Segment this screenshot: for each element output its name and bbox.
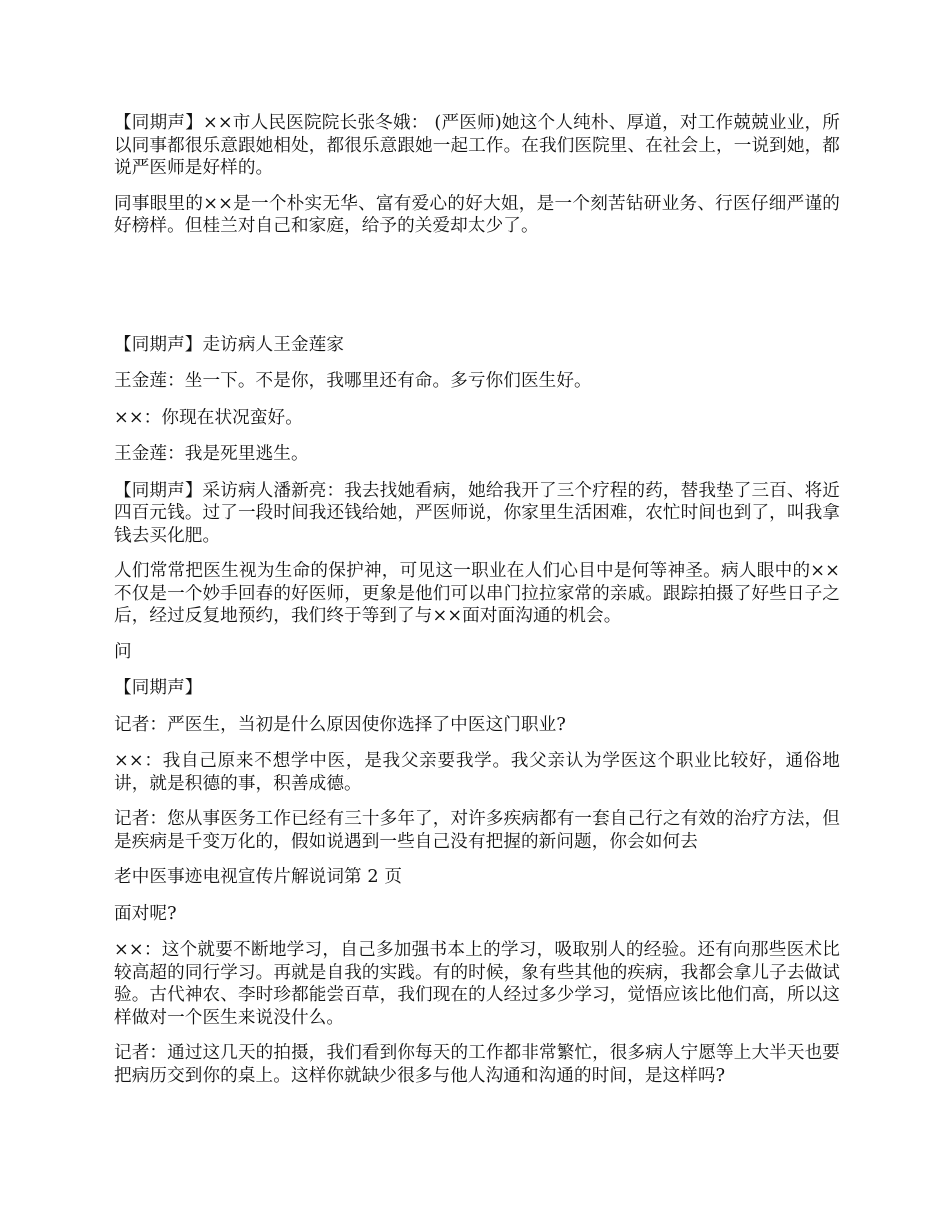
paragraph: 【同期声】走访病人王金莲家 (114, 334, 345, 355)
paragraph: ××：你现在状况蛮好。 (114, 407, 303, 428)
paragraph: 记者：您从事医务工作已经有三十多年了，对许多疾病都有一套自己行之有效的治疗方法，但是疾病是千变万化的，假如说遇到一些自己没有把握的新问题，你会如何去 (114, 809, 840, 852)
paragraph: 同事眼里的××是一个朴实无华、富有爱心的好大姐，是一个刻苦钻研业务、行医仔细严谨的好榜样。但桂兰对自己和家庭，给予的关爱却太少了。 (114, 193, 840, 236)
paragraph: 面对呢? (114, 903, 177, 924)
paragraph: 记者：通过这几天的拍摄，我们看到你每天的工作都非常繁忙，很多病人宁愿等上大半天也要把病历交到你的桌上。这样你就缺少很多与他人沟通和沟通的时间，是这样吗? (114, 1043, 840, 1086)
paragraph: ××：我自己原来不想学中医，是我父亲要我学。我父亲认为学医这个职业比较好，通俗地讲，就是积德的事，积善成德。 (114, 751, 840, 794)
paragraph: 王金莲：我是死里逃生。 (114, 444, 309, 464)
document-body (114, 112, 840, 1100)
paragraph: 记者：严医生，当初是什么原因使你选择了中医这门职业? (114, 714, 566, 735)
paragraph: 人们常常把医生视为生命的保护神，可见这一职业在人们心目中是何等神圣。病人眼中的××不仅是一个妙手回春的好医师，更象是他们可以串门拉拉家常的亲戚。跟踪拍摄了好些日子之后，经过反复地预约，我们终于等到了与××面对面沟通的机会。 (114, 561, 840, 626)
paragraph: 问 (114, 641, 132, 662)
paragraph: 【同期声】采访病人潘新亮：我去找她看病，她给我开了三个疗程的药，替我垫了三百、将近四百元钱。过了一段时间我还钱给她，严医师说，你家里生活困难，农忙时间也到了，叫我拿钱去买化肥。 (114, 480, 840, 546)
paragraph: 【同期声】 (114, 678, 203, 698)
paragraph: 王金莲：坐一下。不是你，我哪里还有命。多亏你们医生好。 (114, 371, 592, 391)
page-footer-title: 老中医事迹电视宣传片解说词第 2 页 (114, 867, 403, 887)
paragraph: ××：这个就要不断地学习，自己多加强书本上的学习，吸取别人的经验。还有向那些医术比较高超的同行学习。再就是自我的实践。有的时候，象有些其他的疾病，我都会拿儿子去做试验。古代神农、李时珍都能尝百草，我们现在的人经过多少学习，觉悟应该比他们高，所以这样做对一个医生来说没什么。 (114, 940, 840, 1028)
blank-space (114, 251, 840, 334)
paragraph: 【同期声】××市人民医院院长张冬娥： (严医师)她这个人纯朴、厚道，对工作兢兢业业，所以同事都很乐意跟她相处，都很乐意跟她一起工作。在我们医院里、在社会上，一说到她，都说严医师是好样的。 (114, 113, 840, 178)
